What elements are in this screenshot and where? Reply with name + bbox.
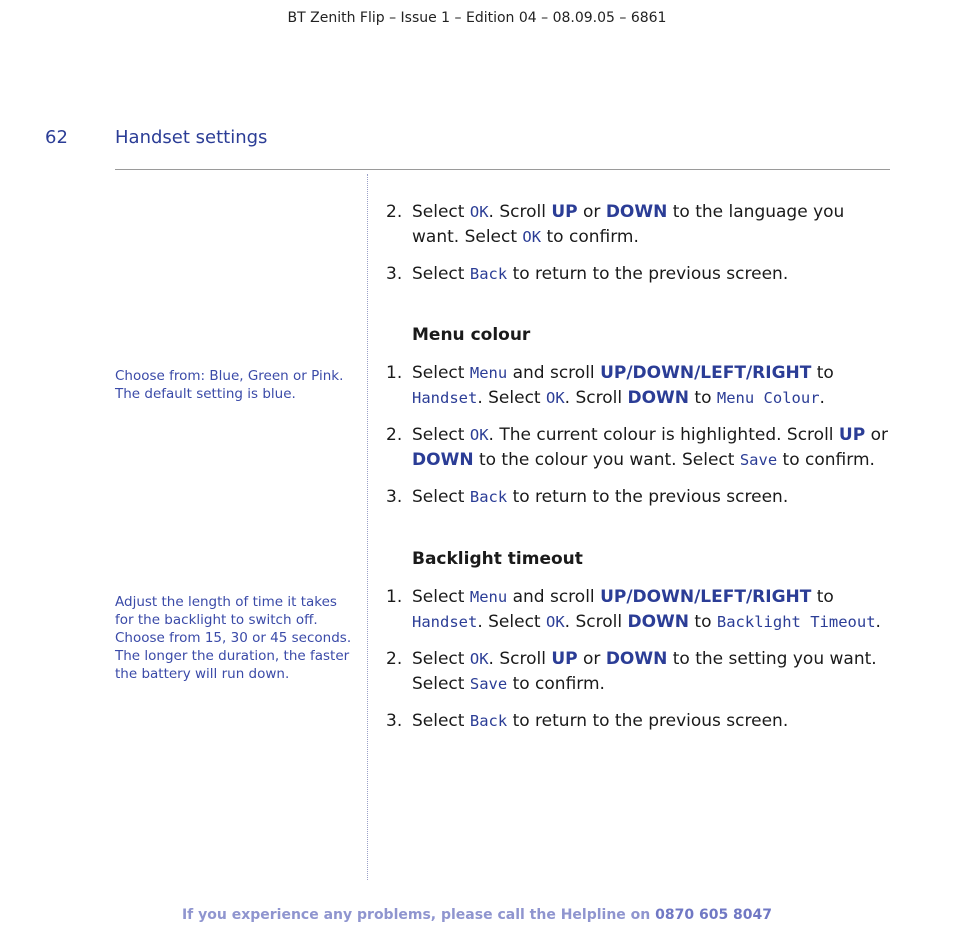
navigation-key-label: UP [838,425,866,445]
step-text-run: to the language you want. Select [412,202,845,247]
step-text-run: Select [412,711,470,731]
navigation-key-label: UP [551,202,578,222]
step-text [412,264,788,284]
step-text-run: to [689,612,717,632]
language-steps [386,200,896,299]
screen-option-label: OK [469,426,489,444]
navigation-key-label: DOWN [412,450,474,470]
side-note-backlight [115,593,360,683]
screen-option-label: OK [545,613,565,631]
screen-option-label: Back [469,488,508,506]
note-line: Adjust the length of time it takes [115,594,337,610]
screen-option-label: Back [469,712,508,730]
step-number: 1. [386,587,403,607]
step-number: 1. [386,363,403,383]
step-item [386,262,896,287]
menu-colour-steps [386,361,896,522]
step-item [386,423,896,473]
navigation-key-label: DOWN [605,649,668,669]
step-number: 3. [386,487,403,507]
step-text-run: or [577,649,606,669]
screen-option-label: Menu [469,588,508,606]
step-text-run: Select [412,587,470,607]
step-text-run: . Select [477,388,546,408]
step-text-run: . The current colour is highlighted. Scroll [488,425,839,445]
menu-colour-heading: Menu colour [412,325,531,345]
navigation-key-label: UP [551,649,578,669]
step-text-run: to the setting you want. Select [412,649,877,694]
step-text-run: . Scroll [564,612,628,632]
step-text-run: to confirm. [507,674,605,694]
step-text-run: to confirm. [541,227,639,247]
navigation-key-label: DOWN [627,612,690,632]
step-text-run: to the colour you want. Select [473,450,740,470]
note-line: Choose from: Blue, Green or Pink. [115,368,344,384]
note-line: The longer the duration, the faster [115,648,350,664]
screen-option-label: Handset [412,389,478,407]
helpline-number: 0870 605 8047 [655,907,773,923]
step-text [412,711,788,731]
document-header: BT Zenith Flip – Issue 1 – Edition 04 – 08.09.05 – 6861 [287,10,667,26]
step-text-run: and scroll [507,587,601,607]
step-item [386,585,896,635]
navigation-key-label: DOWN [605,202,668,222]
backlight-timeout-steps [386,585,896,746]
step-item [386,200,896,250]
step-text-run: to return to the previous screen. [507,487,789,507]
step-text-run: . Select [477,612,546,632]
step-text [412,487,788,507]
step-text-run: to [689,388,717,408]
step-text-run: to [811,587,834,607]
note-line: for the backlight to switch off. [115,612,318,628]
step-text-run: Select [412,487,470,507]
step-number: 2. [386,649,403,669]
step-item [386,485,896,510]
step-text-run: or [577,202,606,222]
step-item [386,647,896,697]
helpline-footer [0,907,954,923]
column-divider [367,174,368,880]
screen-option-label: Menu [469,364,508,382]
screen-option-label: Handset [412,613,478,631]
step-text-run: to confirm. [777,450,875,470]
step-number: 2. [386,425,403,445]
step-text-run: to return to the previous screen. [507,264,789,284]
step-number: 3. [386,711,403,731]
navigation-key-label: UP/DOWN/LEFT/RIGHT [600,363,812,383]
header-rule [115,169,890,170]
section-title: Handset settings [115,127,268,148]
step-text-run: . [875,612,881,632]
step-text-run: or [865,425,888,445]
footer-text: If you experience any problems, please call the Helpline on [181,907,656,923]
screen-option-label: Back [469,265,508,283]
step-text [412,363,834,408]
step-text-run: to [811,363,834,383]
step-text-run: and scroll [507,363,601,383]
screen-option-label: Save [469,675,508,693]
step-text-run: Select [412,264,470,284]
note-line: The default setting is blue. [115,386,296,402]
note-line: the battery will run down. [115,666,290,682]
step-text-run: Select [412,649,470,669]
step-text-run: . Scroll [488,649,552,669]
screen-option-label: OK [545,389,565,407]
step-item [386,709,896,734]
page-number: 62 [45,127,68,148]
step-text [412,425,888,470]
step-item [386,361,896,411]
note-line: Choose from 15, 30 or 45 seconds. [115,630,352,646]
screen-option-label: Save [739,451,778,469]
step-text-run: to return to the previous screen. [507,711,789,731]
step-text-run: Select [412,363,470,383]
step-text [412,202,844,247]
navigation-key-label: DOWN [627,388,690,408]
step-text-run: Select [412,202,470,222]
step-text-run: Select [412,425,470,445]
step-text-run: . Scroll [488,202,552,222]
step-text [412,587,881,632]
screen-option-label: Backlight Timeout [716,613,876,631]
step-text [412,649,877,694]
step-number: 3. [386,264,403,284]
screen-option-label: OK [469,203,489,221]
backlight-timeout-heading: Backlight timeout [412,549,583,569]
navigation-key-label: UP/DOWN/LEFT/RIGHT [600,587,812,607]
step-text-run: . [819,388,825,408]
side-note-menu-colour [115,367,360,403]
screen-option-label: Menu Colour [716,389,820,407]
step-number: 2. [386,202,403,222]
step-text-run: . Scroll [564,388,628,408]
screen-option-label: OK [522,228,542,246]
screen-option-label: OK [469,650,489,668]
